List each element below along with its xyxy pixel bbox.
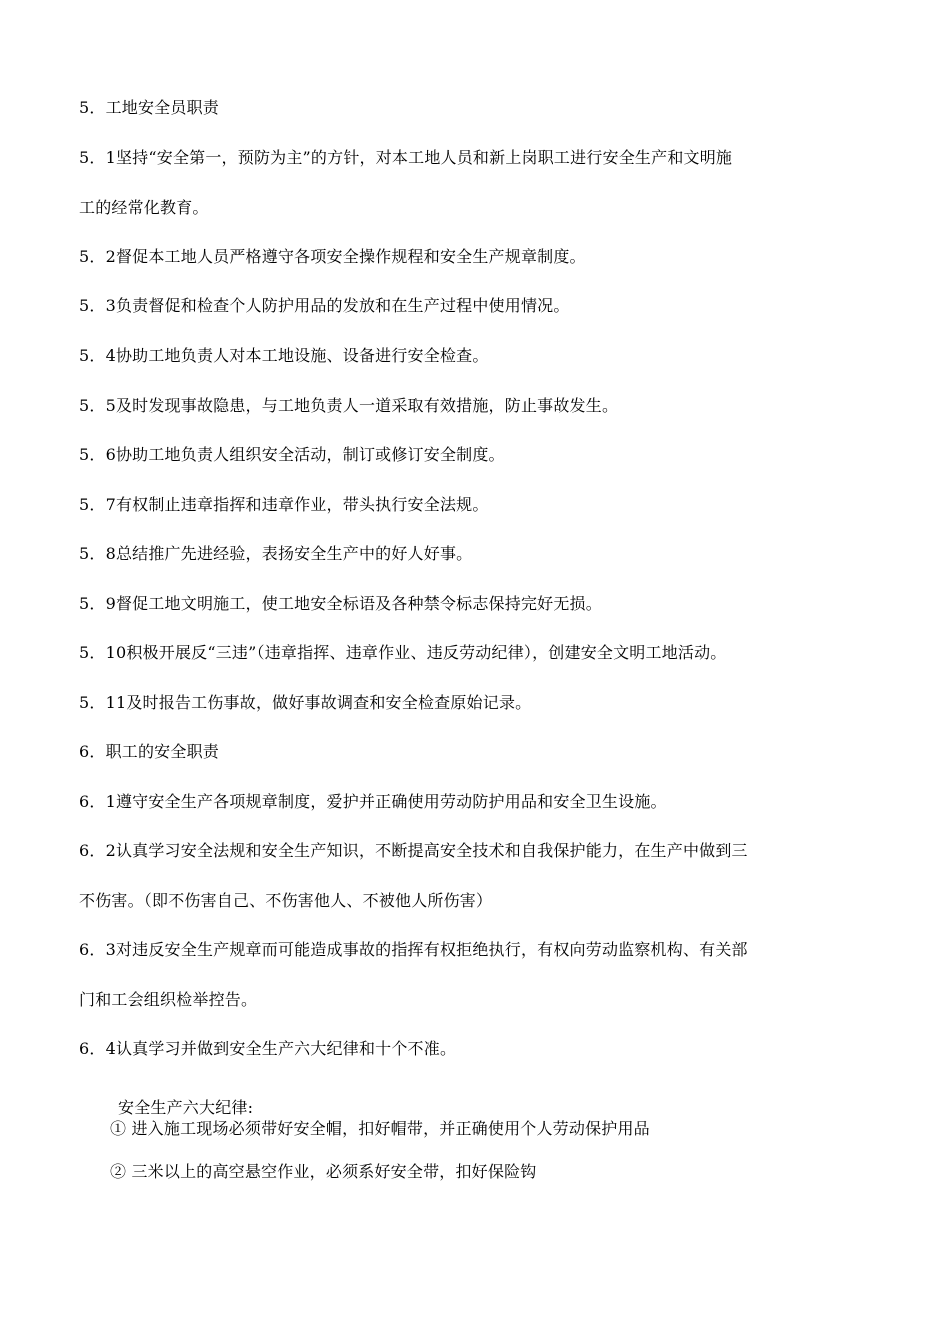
paragraph-5-10: 5．10积极开展反“三违”（违章指挥、违章作业、违反劳动纪律），创建安全文明工地活动。 — [79, 643, 727, 662]
paragraph-6-2: 6．2认真学习安全法规和安全生产知识，不断提高安全技术和自我保护能力，在生产中做到三 — [79, 841, 748, 860]
paragraph-5-3: 5．3负责督促和检查个人防护用品的发放和在生产过程中使用情况。 — [79, 296, 570, 315]
paragraph-6-1: 6．1遵守安全生产各项规章制度，爱护并正确使用劳动防护用品和安全卫生设施。 — [79, 792, 667, 811]
section-5-heading: 5．工地安全员职责 — [79, 98, 219, 117]
paragraph-5-11: 5．11及时报告工伤事故，做好事故调查和安全检查原始记录。 — [79, 693, 532, 712]
paragraph-6-2-cont: 不伤害。（即不伤害自己、不伤害他人、不被他人所伤害） — [79, 891, 493, 910]
paragraph-5-6: 5．6协助工地负责人组织安全活动，制订或修订安全制度。 — [79, 445, 505, 464]
paragraph-5-7: 5．7有权制止违章指挥和违章作业，带头执行安全法规。 — [79, 495, 489, 514]
paragraph-5-9: 5．9督促工地文明施工，使工地安全标语及各种禁令标志保持完好无损。 — [79, 594, 602, 613]
paragraph-5-1: 5．1坚持“安全第一，预防为主”的方针，对本工地人员和新上岗职工进行安全生产和文明施 — [79, 148, 733, 167]
paragraph-6-4: 6．4认真学习并做到安全生产六大纪律和十个不准。 — [79, 1039, 457, 1058]
paragraph-6-3: 6．3对违反安全生产规章而可能造成事故的指挥有权拒绝执行，有权向劳动监察机构、有关部 — [79, 940, 748, 959]
paragraph-5-2: 5．2督促本工地人员严格遵守各项安全操作规程和安全生产规章制度。 — [79, 247, 586, 266]
paragraph-6-3-cont: 门和工会组织检举控告。 — [79, 990, 258, 1009]
section-6-heading: 6．职工的安全职责 — [79, 742, 219, 761]
discipline-item-1: ① 进入施工现场必须带好安全帽，扣好帽带，并正确使用个人劳动保护用品 — [110, 1119, 650, 1138]
paragraph-5-4: 5．4协助工地负责人对本工地设施、设备进行安全检查。 — [79, 346, 489, 365]
paragraph-5-8: 5．8总结推广先进经验，表扬安全生产中的好人好事。 — [79, 544, 473, 563]
discipline-heading: 安全生产六大纪律: — [118, 1098, 254, 1117]
discipline-item-2: ② 三米以上的高空悬空作业，必须系好安全带，扣好保险钩 — [110, 1162, 537, 1181]
paragraph-5-1-cont: 工的经常化教育。 — [79, 198, 209, 217]
paragraph-5-5: 5．5及时发现事故隐患，与工地负责人一道采取有效措施，防止事故发生。 — [79, 396, 619, 415]
